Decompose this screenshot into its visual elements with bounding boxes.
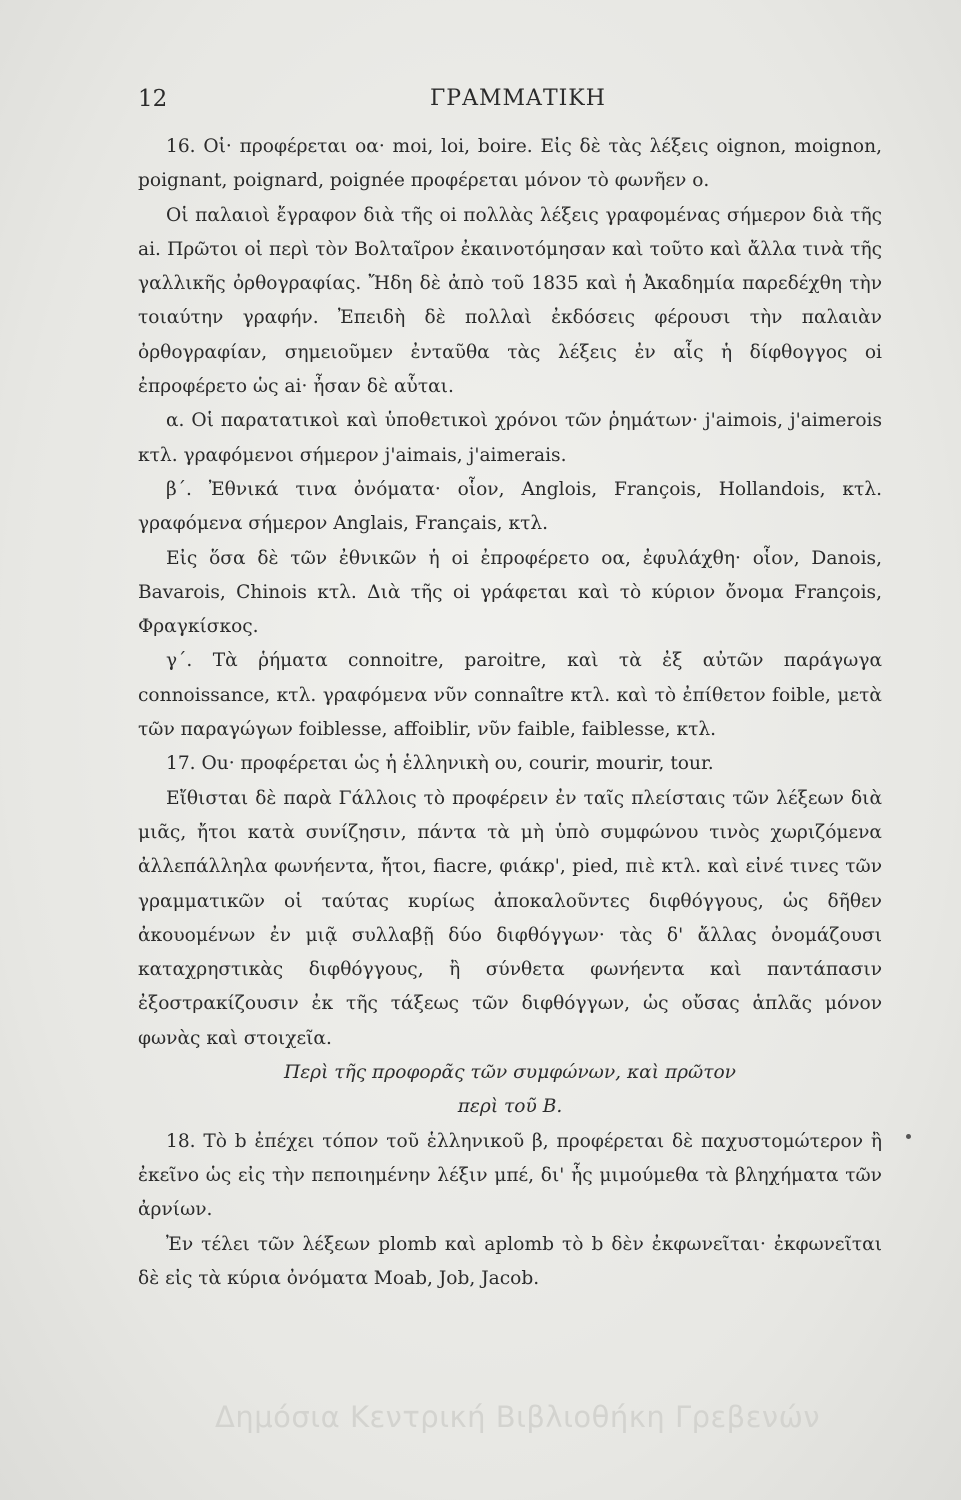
- paragraph-plomb: Ἐν τέλει τῶν λέξεων plomb καὶ aplomb τὸ b δὲν ἐκφωνεῖται· ἐκφωνεῖται δὲ εἰς τὰ κύρια ὀνόματα Moab, Job, Jacob.: [138, 1233, 882, 1289]
- paragraph-16: 16. Οἱ· προφέρεται οα· moi, loi, boire. Εἰς δὲ τὰς λέξεις oignon, moignon, poignant, poignard, poignée προφέρεται μόνον τὸ φωνῆεν ο.: [138, 136, 882, 192]
- paragraph-ethnics: Εἰς ὅσα δὲ τῶν ἐθνικῶν ἡ oi ἐπροφέρετο οα, ἐφυλάχθη· οἷον, Danois, Bavarois, Chinois κτλ. Διὰ τῆς oi γράφεται καὶ τὸ κύριον ὄνομα François, Φραγκίσκος.: [138, 547, 882, 638]
- paragraph-beta: β΄. Ἐθνικά τινα ὀνόματα· οἷον, Anglois, François, Hollandois, κτλ. γραφόμενα σήμερον Anglais, Français, κτλ.: [138, 478, 882, 535]
- margin-dot: [906, 1134, 911, 1139]
- page-number: 12: [138, 86, 168, 112]
- paragraph-alpha: α. Οἱ παρατατικοὶ καὶ ὑποθετικοὶ χρόνοι τῶν ῥημάτων· j'aimois, j'aimerois κτλ. γραφόμενοι σήμερον j'aimais, j'aimerais.: [138, 410, 882, 466]
- page-body: [138, 130, 882, 1296]
- running-title: ΓΡΑΜΜΑΤΙΚΗ: [430, 86, 606, 111]
- library-watermark: Δημόσια Κεντρική Βιβλιοθήκη Γρεβενών: [215, 1400, 821, 1434]
- paragraph-synizesis: Εἴθισται δὲ παρὰ Γάλλοις τὸ προφέρειν ἐν ταῖς πλείσταις τῶν λέξεων διὰ μιᾶς, ἤτοι κατὰ συνίζησιν, πάντα τὰ μὴ ὑπὸ συμφώνου τινὸς χωριζόμενα ἀλλεπάλληλα φωνήεντα, ἤτοι, fiacre, φιάκρ', pied, πιὲ κτλ. καὶ εἰνέ τινες τῶν γραμματικῶν οἱ ταύτας κυρίως ἀποκαλοῦντες διφθόγγους, ὡς δῆθεν ἀκουομένων ἐν μιᾷ συλλαβῇ δύο διφθόγγων· τὰς δ' ἄλλας ὀνομάζουσι καταχρηστικὰς διφθόγγους, ἢ σύνθετα φωνήεντα καὶ παντάπασιν ἐξοστρακίζουσιν ἐκ τῆς τάξεως τῶν διφθόγγων, ὡς οὔσας ἁπλᾶς μόνον φωνὰς καὶ στοιχεῖα.: [138, 787, 882, 1049]
- section-title-line1: Περὶ τῆς προφορᾶς τῶν συμφώνων, καὶ πρῶτον: [283, 1062, 736, 1084]
- paragraph-18: 18. Τὸ b ἐπέχει τόπον τοῦ ἑλληνικοῦ β, προφέρεται δὲ παχυστομώτερον ἢ ἐκεῖνο ὡς εἰς τὴν πεποιημένην λέξιν μπέ, δι' ἧς μιμούμεθα τὰ βληχήματα τῶν ἀρνίων.: [138, 1130, 882, 1221]
- paragraph-17: 17. Ou· προφέρεται ὡς ἡ ἑλληνικὴ ου, courir, mourir, tour.: [166, 753, 714, 775]
- paragraph-gamma: γ΄. Τὰ ῥήματα connoitre, paroitre, καὶ τὰ ἐξ αὐτῶν παράγωγα connoissance, κτλ. γραφόμενα νῦν connaître κτλ. καὶ τὸ ἐπίθετον foible, μετὰ τῶν παραγώγων foiblesse, affoiblir, νῦν faible, faiblesse, κτλ.: [138, 650, 882, 741]
- page-header: [138, 86, 898, 120]
- paragraph-old-spelling: Οἱ παλαιοὶ ἔγραφον διὰ τῆς oi πολλὰς λέξεις γραφομένας σήμερον διὰ τῆς ai. Πρῶτοι οἱ περὶ τὸν Βολταῖρον ἐκαινοτόμησαν καὶ τοῦτο καὶ ἄλλα τινὰ τῆς γαλλικῆς ὀρθογραφίας. Ἤδη δὲ ἀπὸ τοῦ 1835 καὶ ἡ Ἀκαδημία παρεδέχθη τὴν τοιαύτην γραφήν. Ἐπειδὴ δὲ πολλαὶ ἐκδόσεις φέρουσι τὴν παλαιὰν ὀρθογραφίαν, σημειοῦμεν ἐνταῦθα τὰς λέξεις ἐν αἷς ἡ δίφθογγος oi ἐπροφέρετο ὡς ai· ἦσαν δὲ αὗται.: [138, 204, 882, 398]
- section-title-line2: περὶ τοῦ B.: [457, 1096, 563, 1118]
